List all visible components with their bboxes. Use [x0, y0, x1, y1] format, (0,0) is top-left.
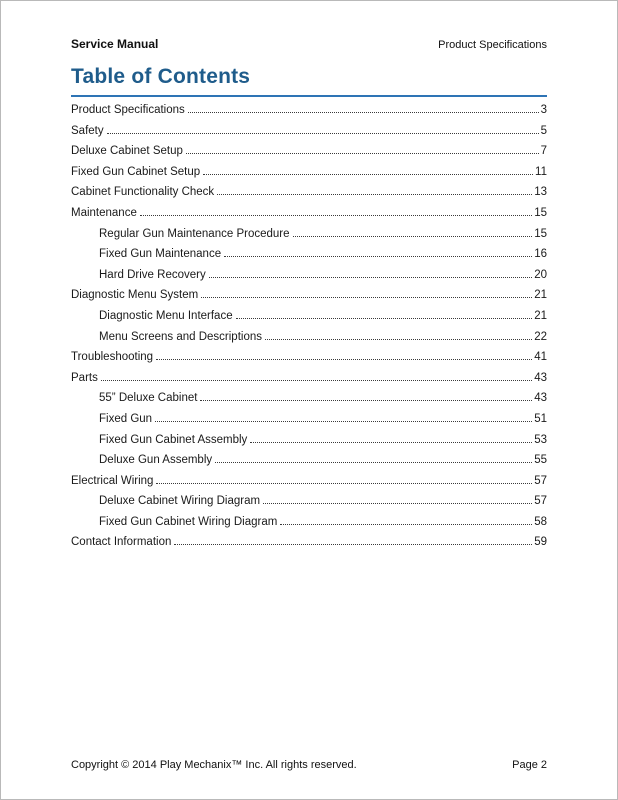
dot-leader — [101, 380, 532, 381]
toc-list — [71, 104, 547, 557]
toc-entry-page: 3 — [540, 104, 547, 116]
toc-entry-page: 41 — [534, 351, 547, 364]
toc-entry-page: 43 — [534, 392, 547, 405]
dot-leader — [224, 256, 532, 257]
toc-entry-label: Deluxe Cabinet Setup — [71, 145, 183, 158]
toc-entry[interactable] — [71, 186, 547, 207]
toc-entry[interactable] — [71, 248, 547, 269]
toc-entry[interactable] — [71, 269, 547, 290]
toc-entry-label: Cabinet Functionality Check — [71, 186, 215, 199]
toc-entry[interactable] — [71, 454, 547, 475]
header-section-title: Product Specifications — [438, 39, 547, 51]
toc-entry-page: 57 — [534, 495, 547, 508]
toc-entry-page: 21 — [534, 289, 547, 302]
toc-entry[interactable] — [71, 536, 547, 557]
toc-entry-page: 7 — [540, 145, 547, 158]
dot-leader — [217, 194, 532, 195]
toc-entry[interactable] — [71, 104, 547, 125]
dot-leader — [186, 153, 539, 154]
dot-leader — [236, 318, 533, 319]
dot-leader — [263, 503, 532, 504]
dot-leader — [156, 359, 532, 360]
toc-entry-label: Deluxe Cabinet Wiring Diagram — [99, 495, 261, 508]
dot-leader — [280, 524, 532, 525]
dot-leader — [188, 112, 539, 113]
toc-entry-label: Diagnostic Menu System — [71, 289, 199, 302]
dot-leader — [140, 215, 532, 216]
toc-entry-page: 58 — [534, 515, 547, 528]
toc-entry-label: 55” Deluxe Cabinet — [99, 392, 198, 405]
toc-entry-label: Fixed Gun Cabinet Wiring Diagram — [99, 515, 278, 528]
toc-entry-label: Fixed Gun Maintenance — [99, 248, 222, 261]
toc-entry[interactable] — [71, 351, 547, 372]
toc-entry-page: 51 — [534, 412, 547, 425]
toc-entry[interactable] — [71, 145, 547, 166]
header-document-title: Service Manual — [71, 37, 159, 51]
toc-entry-page: 15 — [534, 227, 547, 240]
toc-entry-label: Regular Gun Maintenance Procedure — [99, 227, 290, 240]
dot-leader — [203, 174, 533, 175]
toc-entry-page: 11 — [535, 165, 547, 178]
toc-entry-label: Product Specifications — [71, 104, 185, 116]
dot-leader — [155, 421, 532, 422]
page-title: Table of Contents — [71, 65, 251, 88]
toc-entry-label: Hard Drive Recovery — [99, 268, 206, 281]
toc-entry-label: Diagnostic Menu Interface — [99, 309, 233, 322]
dot-leader — [200, 400, 532, 401]
toc-entry-label: Parts — [71, 371, 98, 384]
toc-entry-page: 20 — [534, 268, 547, 281]
title-underline-rule — [71, 95, 547, 97]
toc-entry-label: Contact Information — [71, 536, 172, 549]
toc-entry-label: Troubleshooting — [71, 351, 154, 364]
toc-entry-label: Fixed Gun — [99, 412, 153, 425]
dot-leader — [107, 133, 539, 134]
dot-leader — [156, 483, 532, 484]
dot-leader — [250, 442, 532, 443]
dot-leader — [174, 544, 532, 545]
toc-entry-page: 53 — [534, 433, 547, 446]
toc-entry-label: Deluxe Gun Assembly — [99, 454, 213, 467]
toc-entry-page: 22 — [534, 330, 547, 343]
toc-entry-label: Fixed Gun Cabinet Assembly — [99, 433, 248, 446]
dot-leader — [293, 236, 533, 237]
toc-entry[interactable] — [71, 392, 547, 413]
toc-entry[interactable] — [71, 166, 547, 187]
toc-entry[interactable] — [71, 228, 547, 249]
toc-entry-page: 57 — [534, 474, 547, 487]
toc-entry-label: Maintenance — [71, 206, 137, 219]
toc-entry-page: 15 — [534, 206, 547, 219]
toc-entry[interactable] — [71, 372, 547, 393]
dot-leader — [201, 297, 532, 298]
page-header — [71, 1, 547, 51]
toc-entry[interactable] — [71, 475, 547, 496]
footer-page-number: Page 2 — [512, 759, 547, 771]
toc-entry[interactable] — [71, 125, 547, 146]
toc-entry-label: Safety — [71, 124, 104, 137]
toc-entry[interactable] — [71, 413, 547, 434]
toc-entry[interactable] — [71, 516, 547, 537]
footer-copyright: Copyright © 2014 Play Mechanix™ Inc. All rights reserved. — [71, 759, 357, 771]
dot-leader — [209, 277, 532, 278]
toc-entry[interactable] — [71, 310, 547, 331]
toc-entry[interactable] — [71, 207, 547, 228]
toc-entry-page: 16 — [534, 248, 547, 261]
page-footer — [71, 759, 547, 771]
toc-entry[interactable] — [71, 495, 547, 516]
toc-entry-page: 5 — [540, 124, 547, 137]
toc-entry-label: Electrical Wiring — [71, 474, 154, 487]
toc-entry[interactable] — [71, 289, 547, 310]
toc-entry[interactable] — [71, 331, 547, 352]
toc-entry-label: Menu Screens and Descriptions — [99, 330, 262, 343]
dot-leader — [265, 339, 532, 340]
toc-entry-page: 55 — [534, 454, 547, 467]
toc-entry-page: 59 — [534, 536, 547, 549]
toc-entry-page: 13 — [534, 186, 547, 199]
dot-leader — [215, 462, 532, 463]
toc-entry-label: Fixed Gun Cabinet Setup — [71, 165, 201, 178]
toc-entry-page: 21 — [534, 309, 547, 322]
toc-entry-page: 43 — [534, 371, 547, 384]
toc-entry[interactable] — [71, 434, 547, 455]
